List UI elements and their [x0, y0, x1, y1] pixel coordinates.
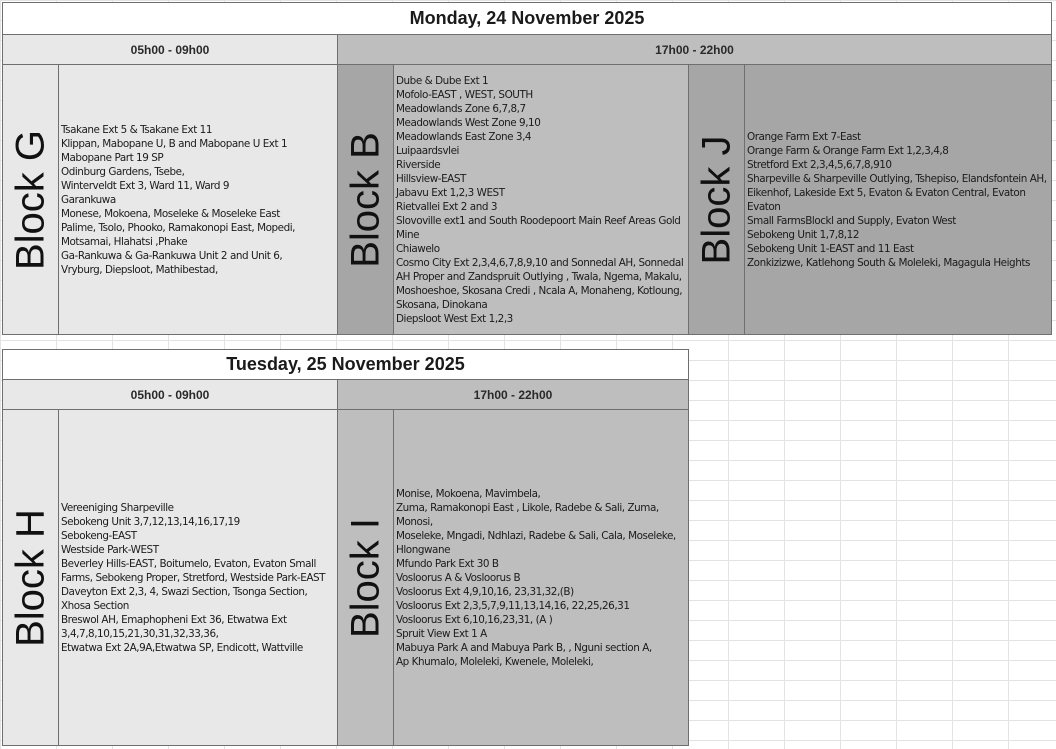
area-list — [61, 123, 335, 277]
area-item: Stretford Ext 2,3,4,5,6,7,8,910 — [747, 158, 892, 171]
area-item: Mofolo-EAST , WEST, SOUTH — [396, 88, 533, 101]
area-item: Odinburg Gardens, Tsebe, — [61, 165, 185, 178]
area-item: Chiawelo — [396, 242, 440, 255]
area-item: Sebokeng-EAST — [61, 529, 137, 542]
day2-slot-evening-header: 17h00 - 22h00 — [337, 379, 689, 410]
area-list — [396, 487, 686, 669]
area-item: Sebokeng Unit 1,7,8,12 — [747, 228, 859, 241]
day2-title: Tuesday, 25 November 2025 — [2, 349, 689, 380]
area-item: Hillsview-EAST — [396, 172, 466, 185]
area-item: Daveyton Ext 2,3, 4, Swazi Section, Tsonga Section, Xhosa Section — [61, 585, 308, 612]
day1-slot-morning-header: 05h00 - 09h00 — [2, 34, 338, 65]
area-item: Tsakane Ext 5 & Tsakane Ext 11 — [61, 123, 213, 136]
area-item: Vosloorus Ext 6,10,16,23,31, (A ) — [396, 613, 553, 626]
area-item: Ap Khumalo, Moleleki, Kwenele, Moleleki, — [396, 655, 594, 668]
area-item: Garankuwa — [61, 193, 116, 206]
area-item: Diepsloot West Ext 1,2,3 — [396, 312, 513, 325]
area-item: Luipaardsvlei — [396, 144, 459, 157]
area-list — [396, 74, 686, 326]
block-label-text: Block J — [694, 135, 738, 264]
area-item: Monise, Mokoena, Mavimbela, — [396, 487, 541, 500]
area-item: Mabuya Park A and Mabuya Park B, , Nguni section A, — [396, 641, 652, 654]
area-item: Ga-Rankuwa & Ga-Rankuwa Unit 2 and Unit 6, — [61, 249, 283, 262]
area-list — [747, 130, 1049, 270]
area-item: Cosmo City Ext 2,3,4,6,7,8,9,10 and Sonnedal AH, Sonnedal AH Proper and Zandspruit Outlying , Twala, Ngema, Makalu, Moshoeshoe, Skosana Credi , Ncala A, Monaheng, Kotloung, Skosana, Dinokana — [396, 256, 684, 311]
block-label-text: Block G — [8, 129, 52, 270]
block-label-text: Block H — [8, 508, 52, 647]
area-item: Moseleke, Mngadi, Ndhlazi, Radebe & Sali, Cala, Moseleke, — [396, 529, 676, 542]
area-item: Orange Farm Ext 7-East — [747, 130, 861, 143]
area-item: Dube & Dube Ext 1 — [396, 74, 489, 87]
area-list — [61, 501, 335, 655]
area-item: Vereeniging Sharpeville — [61, 501, 174, 514]
area-item: Eikenhof, Lakeside Ext 5, Evaton & Evaton Central, Evaton Evaton — [747, 186, 1026, 213]
area-item: Monese, Mokoena, Moseleke & Moseleke East — [61, 207, 280, 220]
block-j-label — [688, 64, 745, 335]
area-item: Meadowlands East Zone 3,4 — [396, 130, 532, 143]
block-g-label — [2, 64, 59, 335]
area-item: Westside Park-WEST — [61, 543, 159, 556]
block-j-areas — [744, 64, 1052, 335]
area-item: Jabavu Ext 1,2,3 WEST — [396, 186, 505, 199]
area-item: Sebokeng Unit 3,7,12,13,14,16,17,19 — [61, 515, 240, 528]
area-item: Mabopane Part 19 SP — [61, 151, 164, 164]
block-h-areas — [58, 409, 338, 746]
area-item: Vosloorus A & Vosloorus B — [396, 571, 521, 584]
area-item: Meadowlands Zone 6,7,8,7 — [396, 102, 526, 115]
block-b-areas — [393, 64, 689, 335]
area-item: Palime, Tsolo, Phooko, Ramakonopi East, Mopedi, — [61, 221, 296, 234]
block-label-text: Block B — [343, 131, 387, 268]
area-item: Vosloorus Ext 4,9,10,16, 23,31,32,(B) — [396, 585, 574, 598]
area-item: Vryburg, Diepsloot, Mathibestad, — [61, 263, 218, 276]
area-item: Zuma, Ramakonopi East , Likole, Radebe & Sali, Zuma, Monosi, — [396, 501, 659, 528]
area-item: Meadowlands West Zone 9,10 — [396, 116, 541, 129]
area-item: Mfundo Park Ext 30 B — [396, 557, 499, 570]
block-label-text: Block I — [343, 517, 387, 638]
day1-title: Monday, 24 November 2025 — [2, 2, 1052, 35]
area-item: Riverside — [396, 158, 441, 171]
area-item: Orange Farm & Orange Farm Ext 1,2,3,4,8 — [747, 144, 949, 157]
day1-slot-evening-header: 17h00 - 22h00 — [337, 34, 1052, 65]
area-item: Zonkizizwe, Katlehong South & Moleleki, Magagula Heights — [747, 256, 1030, 269]
area-item: Vosloorus Ext 2,3,5,7,9,11,13,14,16, 22,25,26,31 — [396, 599, 630, 612]
area-item: Sharpeville & Sharpeville Outlying, Tshepiso, Elandsfontein AH, — [747, 172, 1047, 185]
area-item: Beverley Hills-EAST, Boitumelo, Evaton, Evaton Small Farms, Sebokeng Proper, Stretford, Westside Park-EAST — [61, 557, 326, 584]
block-h-label — [2, 409, 59, 746]
area-item: Etwatwa Ext 2A,9A,Etwatwa SP, Endicott, Wattville — [61, 641, 303, 654]
area-item: Rietvallei Ext 2 and 3 — [396, 200, 498, 213]
block-b-label — [337, 64, 394, 335]
area-item: Hlongwane — [396, 543, 451, 556]
area-item: Klippan, Mabopane U, B and Mabopane U Ext 1 — [61, 137, 288, 150]
area-item: Breswol AH, Emaphopheni Ext 36, Etwatwa Ext 3,4,7,8,10,15,21,30,31,32,33,36, — [61, 613, 287, 640]
block-i-areas — [393, 409, 689, 746]
block-g-areas — [58, 64, 338, 335]
area-item: Sebokeng Unit 1-EAST and 11 East — [747, 242, 914, 255]
day2-slot-morning-header: 05h00 - 09h00 — [2, 379, 338, 410]
area-item: Slovoville ext1 and South Roodepoort Main Reef Areas Gold Mine — [396, 214, 681, 241]
area-item: Winterveldt Ext 3, Ward 11, Ward 9 — [61, 179, 230, 192]
area-item: Motsamai, Hlahatsi ,Phake — [61, 235, 188, 248]
block-i-label — [337, 409, 394, 746]
area-item: Small FarmsBlockl and Supply, Evaton West — [747, 214, 956, 227]
area-item: Spruit View Ext 1 A — [396, 627, 487, 640]
